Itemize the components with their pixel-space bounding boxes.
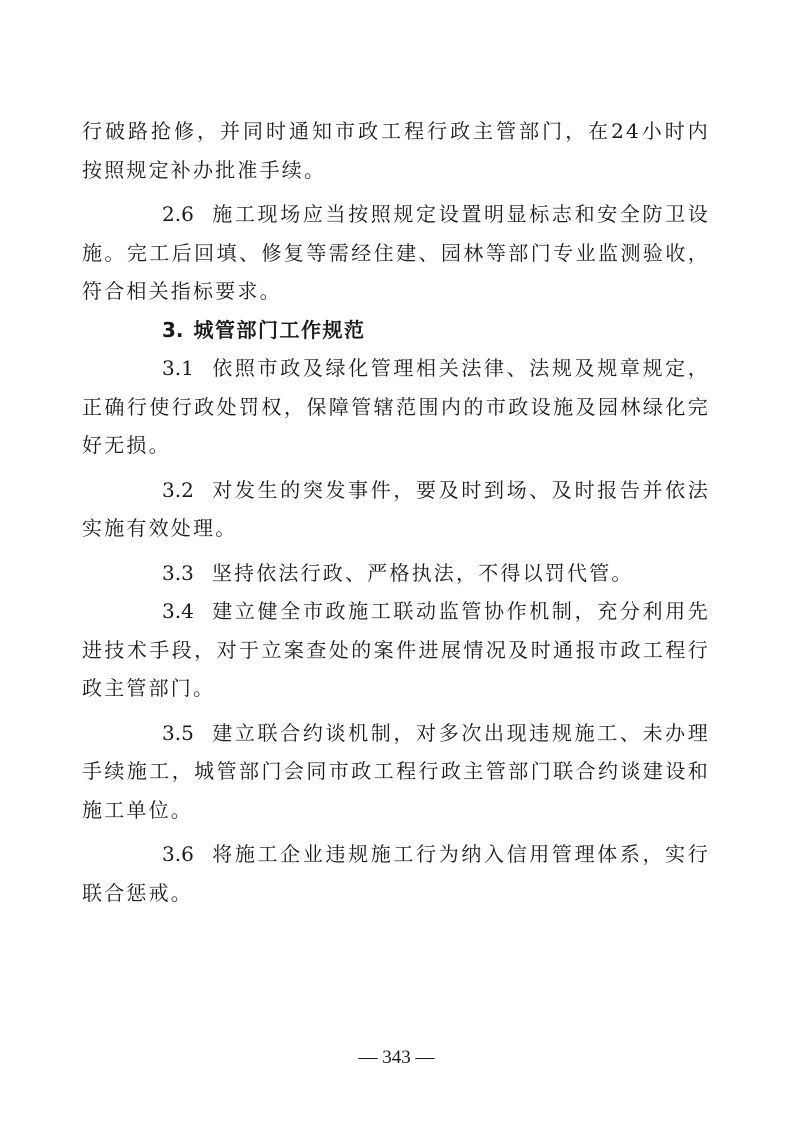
paragraph-text: 将施工企业违规施工行为纳入信用管理体系，实行联合惩戒。 <box>82 842 710 905</box>
item-number: 3.4 <box>162 599 194 623</box>
paragraph-item-3-1 <box>82 349 710 465</box>
paragraph-item-2-6 <box>82 195 710 311</box>
item-number: 3.3 <box>162 560 194 585</box>
item-number: 3.1 <box>162 356 194 380</box>
section-heading-3 <box>82 311 710 350</box>
paragraph-text: 施工现场应当按照规定设置明显标志和安全防卫设施。完工后回填、修复等需经住建、园林等部门专业监测验收，符合相关指标要求。 <box>82 202 710 303</box>
paragraph-text: 建立联合约谈机制，对多次出现违规施工、未办理手续施工，城管部门会同市政工程行政主管部门联合约谈建设和施工单位。 <box>82 720 710 822</box>
item-number: 2.6 <box>162 202 194 226</box>
paragraph-item-3-3 <box>82 554 710 593</box>
paragraph-text: 对发生的突发事件，要及时到场、及时报告并依法实施有效处理。 <box>82 477 710 540</box>
document-body <box>82 112 710 912</box>
heading-text: 城管部门工作规范 <box>193 317 366 342</box>
paragraph-item-3-4 <box>82 592 710 708</box>
paragraph-text: 坚持依法行政、严格执法，不得以罚代管。 <box>211 560 634 585</box>
page-number: — 343 — <box>358 1047 435 1068</box>
paragraph-item-3-5 <box>82 714 710 830</box>
paragraph-text: 依照市政及绿化管理相关法律、法规及规章规定，正确行使行政处罚权，保障管辖范围内的市政设施及园林绿化完好无损。 <box>82 356 710 457</box>
item-number: 3.2 <box>162 477 194 502</box>
paragraph-text: 建立健全市政施工联动监管协作机制，充分利用先进技术手段，对于立案查处的案件进展情况及时通报市政工程行政主管部门。 <box>82 599 710 700</box>
item-number: 3.6 <box>162 842 194 866</box>
paragraph-item-3-6 <box>82 835 710 912</box>
heading-number: 3. <box>162 317 184 342</box>
paragraph-continuation <box>82 112 710 189</box>
paragraph-item-3-2 <box>82 471 710 548</box>
paragraph-text: 行破路抢修，并同时通知市政工程行政主管部门，在24小时内按照规定补办批准手续。 <box>82 119 710 182</box>
item-number: 3.5 <box>162 720 194 745</box>
